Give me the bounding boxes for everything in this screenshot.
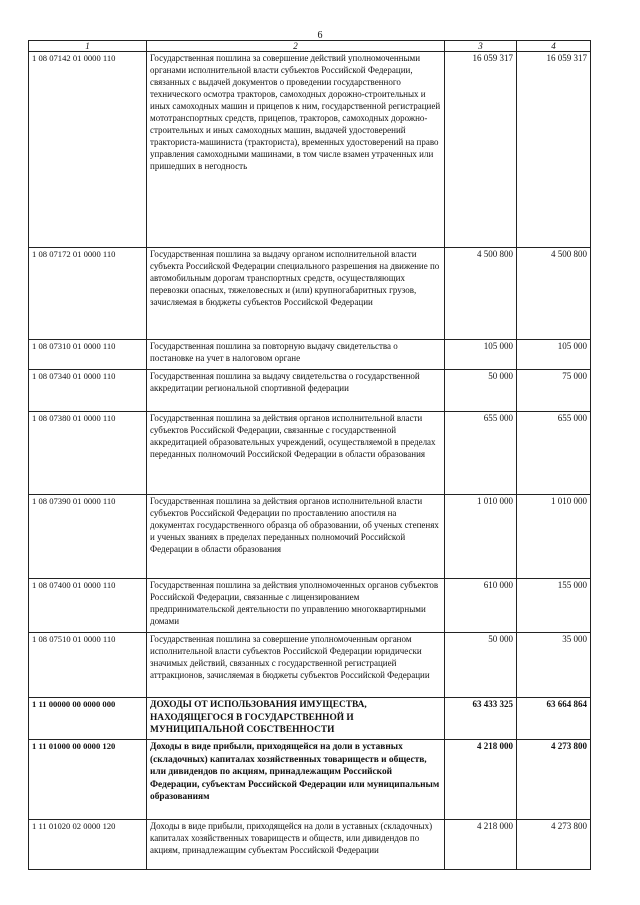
column-header-4: 4 — [517, 41, 591, 52]
revenue-table — [28, 40, 591, 870]
table-row — [29, 633, 591, 698]
row-name: Государственная пошлина за действия органов исполнительной власти субъектов Российской Федерации по проставлению апостиля на документах государственного образца об образовании, об ученых степенях и ученых званиях в пределах переданных полномочий Российской Федерации в области образования — [147, 495, 445, 579]
row-name: Государственная пошлина за выдачу органом исполнительной власти субъекта Российской Федерации специального разрешения на движение по автомобильным дорогам транспортных средств, осуществляющих перевозки опасных, тяжеловесных и (или) крупногабаритных грузов, зачисляемая в бюджеты субъектов Российской Федерации — [147, 248, 445, 340]
table-row — [29, 412, 591, 495]
row-value-col4: 35 000 — [517, 633, 591, 698]
row-value-col4: 105 000 — [517, 340, 591, 370]
table-row — [29, 52, 591, 248]
row-code: 1 08 07172 01 0000 110 — [29, 248, 147, 340]
row-value-col3: 610 000 — [445, 579, 517, 633]
table-row — [29, 370, 591, 412]
row-value-col3: 50 000 — [445, 370, 517, 412]
row-code: 1 08 07340 01 0000 110 — [29, 370, 147, 412]
table-row — [29, 340, 591, 370]
row-value-col4: 63 664 864 — [517, 698, 591, 740]
row-value-col4: 4 273 800 — [517, 740, 591, 820]
row-value-col3: 16 059 317 — [445, 52, 517, 248]
row-name: Государственная пошлина за действия уполномоченных органов субъектов Российской Федерации, связанные с лицензированием предпринимательской деятельности по управлению многоквартирными домами — [147, 579, 445, 633]
row-code: 1 08 07390 01 0000 110 — [29, 495, 147, 579]
table-row-subsection — [29, 740, 591, 820]
row-value-col4: 155 000 — [517, 579, 591, 633]
row-code: 1 11 00000 00 0000 000 — [29, 698, 147, 740]
column-header-3: 3 — [445, 41, 517, 52]
row-value-col3: 4 500 800 — [445, 248, 517, 340]
row-code: 1 08 07310 01 0000 110 — [29, 340, 147, 370]
table-row — [29, 579, 591, 633]
row-name: Государственная пошлина за совершение уполномоченным органом исполнительной власти субъектов Российской Федерации юридически значимых действий, связанных с государственной регистрацией аттракционов, зачисляемая в бюджеты субъектов Российской Федерации — [147, 633, 445, 698]
table-row — [29, 820, 591, 870]
row-name: Доходы в виде прибыли, приходящейся на доли в уставных (складочных) капиталах хозяйственных товариществ и обществ, или дивидендов по акциям, принадлежащим Российской Федерации, субъектам Российской Федерации или муниципальным образованиям — [147, 740, 445, 820]
table-header-row — [29, 41, 591, 52]
row-value-col4: 4 500 800 — [517, 248, 591, 340]
row-code: 1 08 07380 01 0000 110 — [29, 412, 147, 495]
row-name: Государственная пошлина за действия органов исполнительной власти субъектов Российской Федерации, связанные с государственной аккредитацией образовательных учреждений, осуществляемой в пределах переданных полномочий Российской Федерации в области образования — [147, 412, 445, 495]
table-row — [29, 495, 591, 579]
row-name: Государственная пошлина за совершение действий уполномоченными органами исполнительной власти субъектов Российской Федерации, связанных с выдачей документов о проведении государственного технического осмотра тракторов, самоходных дорожно-строительных и иных самоходных машин и прицепов к ним, государственной регистрацией мототранспортных средств, прицепов, тракторов, самоходных дорожно-строительных и иных самоходных машин, выдачей удостоверений тракториста-машиниста (тракториста), временных удостоверений на право управления самоходными машинами, в том числе взамен утраченных или пришедших в негодность — [147, 52, 445, 248]
row-value-col4: 4 273 800 — [517, 820, 591, 870]
row-name: Доходы в виде прибыли, приходящейся на доли в уставных (складочных) капиталах хозяйственных товариществ и обществ, или дивидендов по акциям, принадлежащим субъектам Российской Федерации — [147, 820, 445, 870]
row-code: 1 11 01020 02 0000 120 — [29, 820, 147, 870]
column-header-1: 1 — [29, 41, 147, 52]
row-value-col3: 1 010 000 — [445, 495, 517, 579]
row-code: 1 11 01000 00 0000 120 — [29, 740, 147, 820]
row-code: 1 08 07400 01 0000 110 — [29, 579, 147, 633]
row-value-col4: 655 000 — [517, 412, 591, 495]
row-name: ДОХОДЫ ОТ ИСПОЛЬЗОВАНИЯ ИМУЩЕСТВА, НАХОДЯЩЕГОСЯ В ГОСУДАРСТВЕННОЙ И МУНИЦИПАЛЬНОЙ СОБСТВЕННОСТИ — [147, 698, 445, 740]
table-row-section — [29, 698, 591, 740]
page-number: 6 — [317, 30, 323, 41]
row-value-col3: 50 000 — [445, 633, 517, 698]
row-value-col4: 75 000 — [517, 370, 591, 412]
row-name: Государственная пошлина за выдачу свидетельства о государственной аккредитации региональной спортивной федерации — [147, 370, 445, 412]
row-value-col3: 63 433 325 — [445, 698, 517, 740]
row-value-col3: 105 000 — [445, 340, 517, 370]
row-value-col3: 4 218 000 — [445, 740, 517, 820]
row-code: 1 08 07142 01 0000 110 — [29, 52, 147, 248]
row-name: Государственная пошлина за повторную выдачу свидетельства о постановке на учет в налоговом органе — [147, 340, 445, 370]
row-value-col4: 1 010 000 — [517, 495, 591, 579]
row-code: 1 08 07510 01 0000 110 — [29, 633, 147, 698]
row-value-col4: 16 059 317 — [517, 52, 591, 248]
row-value-col3: 4 218 000 — [445, 820, 517, 870]
table-row — [29, 248, 591, 340]
column-header-2: 2 — [147, 41, 445, 52]
row-value-col3: 655 000 — [445, 412, 517, 495]
